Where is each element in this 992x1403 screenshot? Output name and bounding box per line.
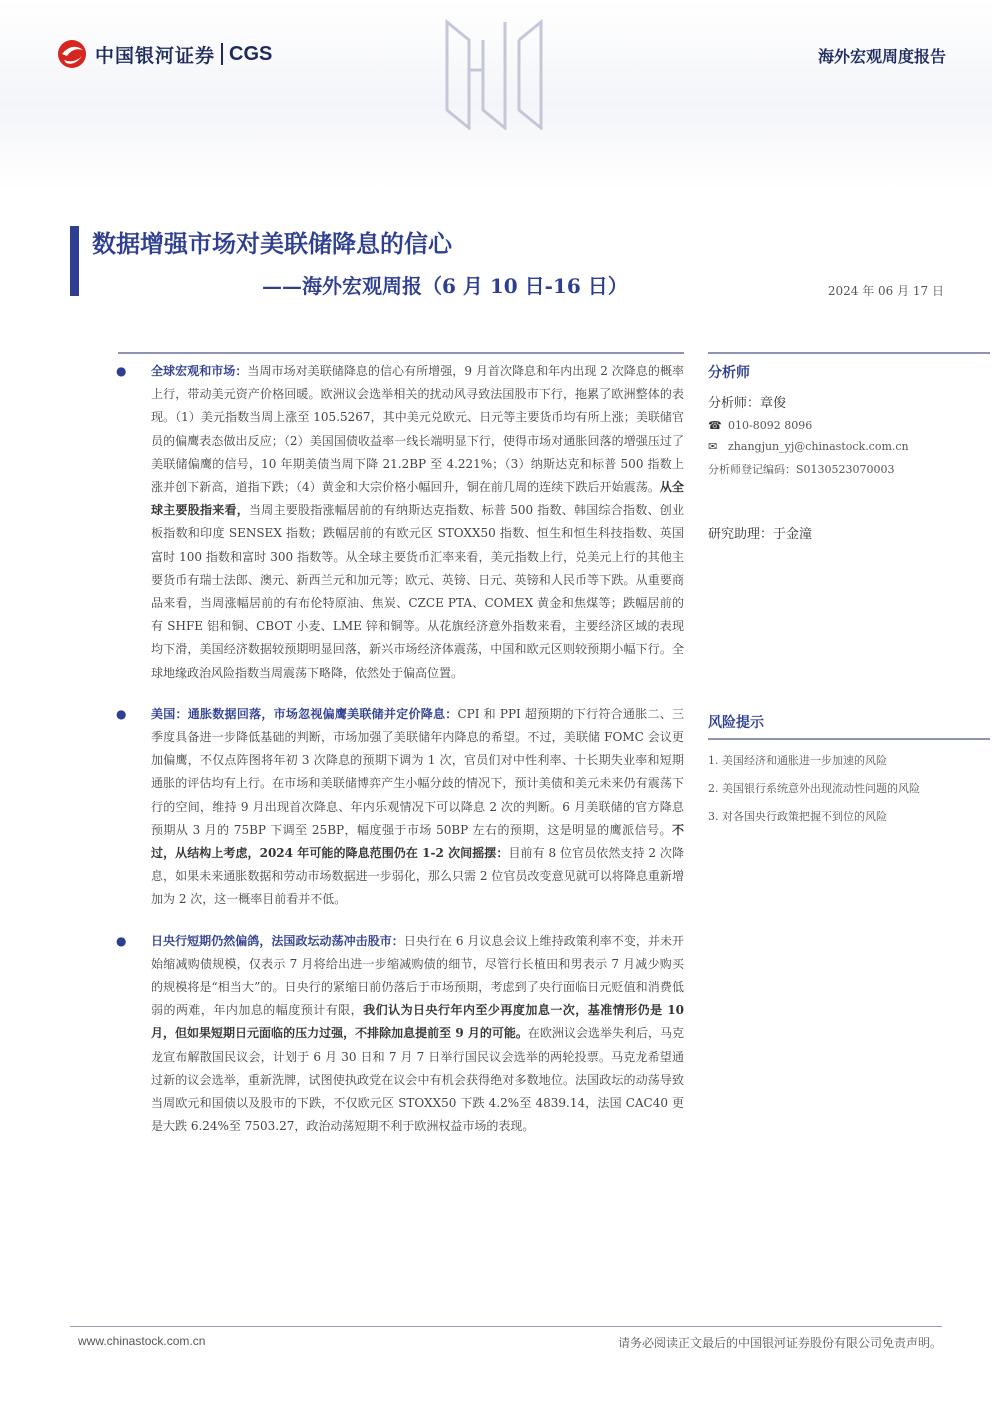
analyst-panel	[708, 352, 990, 542]
footer-disclaimer: 请务必阅读正文最后的中国银河证券股份有限公司免责声明。	[617, 1336, 942, 1350]
report-date: 2024 年 06 月 17 日	[827, 284, 944, 298]
risk-panel	[708, 704, 990, 824]
bullet-japan-france	[118, 930, 684, 1139]
page-title: 数据增强市场对美联储降息的信心	[92, 229, 452, 258]
logo-english-name: CGS	[229, 42, 273, 65]
title-accent-bar	[70, 226, 79, 296]
risk-item: 2. 美国银行系统意外出现流动性问题的风险	[708, 782, 920, 795]
analyst-phone	[708, 419, 990, 432]
bullet-global-macro	[118, 360, 684, 685]
page-subtitle: ——海外宏观周报（6 月 10 日-16 日）	[262, 274, 628, 298]
bullet-heading: 美国：通胀数据回落，市场忽视偏鹰美联储并定价降息：	[151, 706, 458, 721]
bullet-body-cont: 当周主要股指涨幅居前的有纳斯达克指数、标普 500 指数、韩国综合指数、创业板指数和印度 SENSEX 指数；跌幅居前的有欧元区 STOXX50 指数、恒生和恒生科技指数、英国富时 100 指数和富时 300 指数等。从全球主要货币汇率来看，美元指数上行，兑美元上行的其他主要货币有瑞士法郎、澳元、新西兰元和加元等；欧元、英镑、日元、英镑和人民币等下跌。从重要商品来看，当周涨幅居前的有布伦特原油、焦炭、CZCE PTA、COMEX 黄金和焦煤等；跌幅居前的有 SHFE 铝和铜、CBOT 小麦、LME 锌和铜等。从花旗经济意外指数来看，主要经济区域的表现均下滑，美国经济数据较预期明显回落，新兴市场经济体震荡，中国和欧元区则较预期小幅下行。全球地缘政治风险指数当周震荡下略降，依然处于偏高位置。	[151, 503, 684, 680]
email-address[interactable]: zhangjun_yj@chinastock.com.cn	[728, 440, 909, 453]
bullet-body: 日央行在 6 月议息会议上维持政策利率不变，并未开始缩减购债规模，仅表示 7 月将给出进一步缩减购债的细节，尽管行长植田和男表示 7 月减少购买的规模将是“相当大”的。日央行的紧缩日前仍落后于市场预期，考虑到了央行面临日元贬值和消费低弱的两难，年内加息的幅度预计有限，	[151, 933, 684, 1018]
side-top-rule	[708, 352, 990, 354]
phone-icon: ☎	[708, 419, 722, 432]
bullet-heading: 日央行短期仍然偏鸽，法国政坛动荡冲击股市：	[151, 933, 404, 948]
bullet-bold-phrase: 不过，从结构上考虑，2024 年可能的降息范围仍在 1-2 次间摇摆：	[151, 822, 684, 861]
main-content	[118, 352, 684, 1157]
bullet-dot-icon: ●	[116, 933, 127, 948]
analyst-name: 分析师：章俊	[708, 396, 787, 411]
brand-logo	[55, 38, 272, 70]
bullet-bold-phrase: 我们认为日央行年内至少再度加息一次，基准情形仍是 10 月，但如果短期日元面临的压力过强，不排除加息提前至 9 月的可能。	[151, 1003, 684, 1041]
bullet-body: 当周市场对美联储降息的信心有所增强，9 月首次降息和年内出现 2 次降息的概率上行，带动美元资产价格回暖。欧洲议会选举相关的扰动风寻致法国股市下行，拖累了欧洲整体的表现。（1）美元指数当周上涨至 105.5267，其中美元兑欧元、日元等主要货币均有所上涨；美联储官员的偏鹰表态做出反应；（2）美国国债收益率一线长端明显下行，使得市场对通胀回落的增强压过了美联储偏鹰的信号，10 年期美债当周下降 21.2BP 至 4.221%；（3）纳斯达克和标普 500 指数上涨并创下新高，道指下跌；（4）黄金和大宗价格小幅回升，铜在前几周的连续下跌后开始震荡。	[151, 364, 684, 495]
footer-divider	[70, 1326, 942, 1327]
cgs-watermark-graphic	[425, 10, 565, 130]
bullet-text	[151, 360, 684, 685]
risk-item: 3. 对各国央行政策把握不到位的风险	[708, 810, 887, 823]
logo-chinese-name: 中国银河证券	[95, 44, 216, 67]
research-assistant: 研究助理：于金潼	[708, 527, 813, 542]
analyst-section-title: 分析师	[708, 365, 750, 381]
bullet-body-cont: 目前有 8 位官员依然支持 2 次降息，如果未来通胀数据和劳动市场数据进一步弱化，那么只需 2 位官员改变意见就可以将降息重新增加为 2 次，这一概率目前看并不低。	[151, 846, 684, 907]
analyst-cert: 分析师登记编码：S0130523070003	[708, 463, 895, 476]
cgs-logo-icon	[55, 38, 89, 70]
report-type-label: 海外宏观周度报告	[817, 47, 946, 66]
email-icon: ✉	[708, 440, 718, 453]
bullet-dot-icon: ●	[116, 364, 127, 378]
bullet-body-cont: 在欧洲议会选举失利后，马克龙宣布解散国民议会，计划于 6 月 30 日和 7 月 7 日举行国民议会选举的两轮投票。马克龙希望通过新的议会选举，重新洗牌，试图使执政党在议会中有机会获得绝对多数地位。法国政坛的动荡导致当周欧元和国债以及股市的下跌，不仅欧元区 STOXX50 下跌 4.2%至 4839.14，法国 CAC40 更是大跌 6.24%至 7503.27，政治动荡短期不利于欧洲权益市场的表现。	[151, 1026, 684, 1134]
risk-section-title: 风险提示	[708, 715, 764, 731]
bullet-body: CPI 和 PPI 超预期的下行符合通胀二、三季度具备进一步降低基础的判断，市场加强了美联储年内降息的希望。不过，美联储 FOMC 会议更加偏鹰，不仅点阵图将年初 3 次降息的预期下调为 1 次，官员们对中性利率、十长期失业率和短期通胀的评估均有上行。在市场和美联储博弈产生小幅分歧的情况下，预计美债和美元未来仍有震荡下行的空间，维持 9 月出现首次降息、年内乐观情况下可以降息 2 次的判断。6 月美联储的官方降息预期从 3 月的 75BP 下调至 25BP，幅度强于市场 50BP 左右的预期，这是明显的鹰派信号。	[151, 706, 684, 837]
risk-item: 1. 美国经济和通胀进一步加速的风险	[708, 754, 887, 767]
bullet-heading: 全球宏观和市场：	[151, 364, 248, 378]
logo-divider	[221, 43, 223, 65]
analyst-email	[708, 440, 990, 453]
bullet-dot-icon: ●	[116, 706, 127, 721]
bullet-text	[151, 703, 684, 912]
risk-rule	[708, 738, 990, 740]
bullet-bold-phrase: 从全球主要股指来看，	[151, 480, 684, 518]
phone-number: 010-8092 8096	[728, 419, 813, 432]
bullet-text	[151, 930, 684, 1139]
bullet-us	[118, 703, 684, 912]
footer-website-link[interactable]: www.chinastock.com.cn	[78, 1334, 206, 1348]
main-top-rule	[118, 352, 684, 354]
